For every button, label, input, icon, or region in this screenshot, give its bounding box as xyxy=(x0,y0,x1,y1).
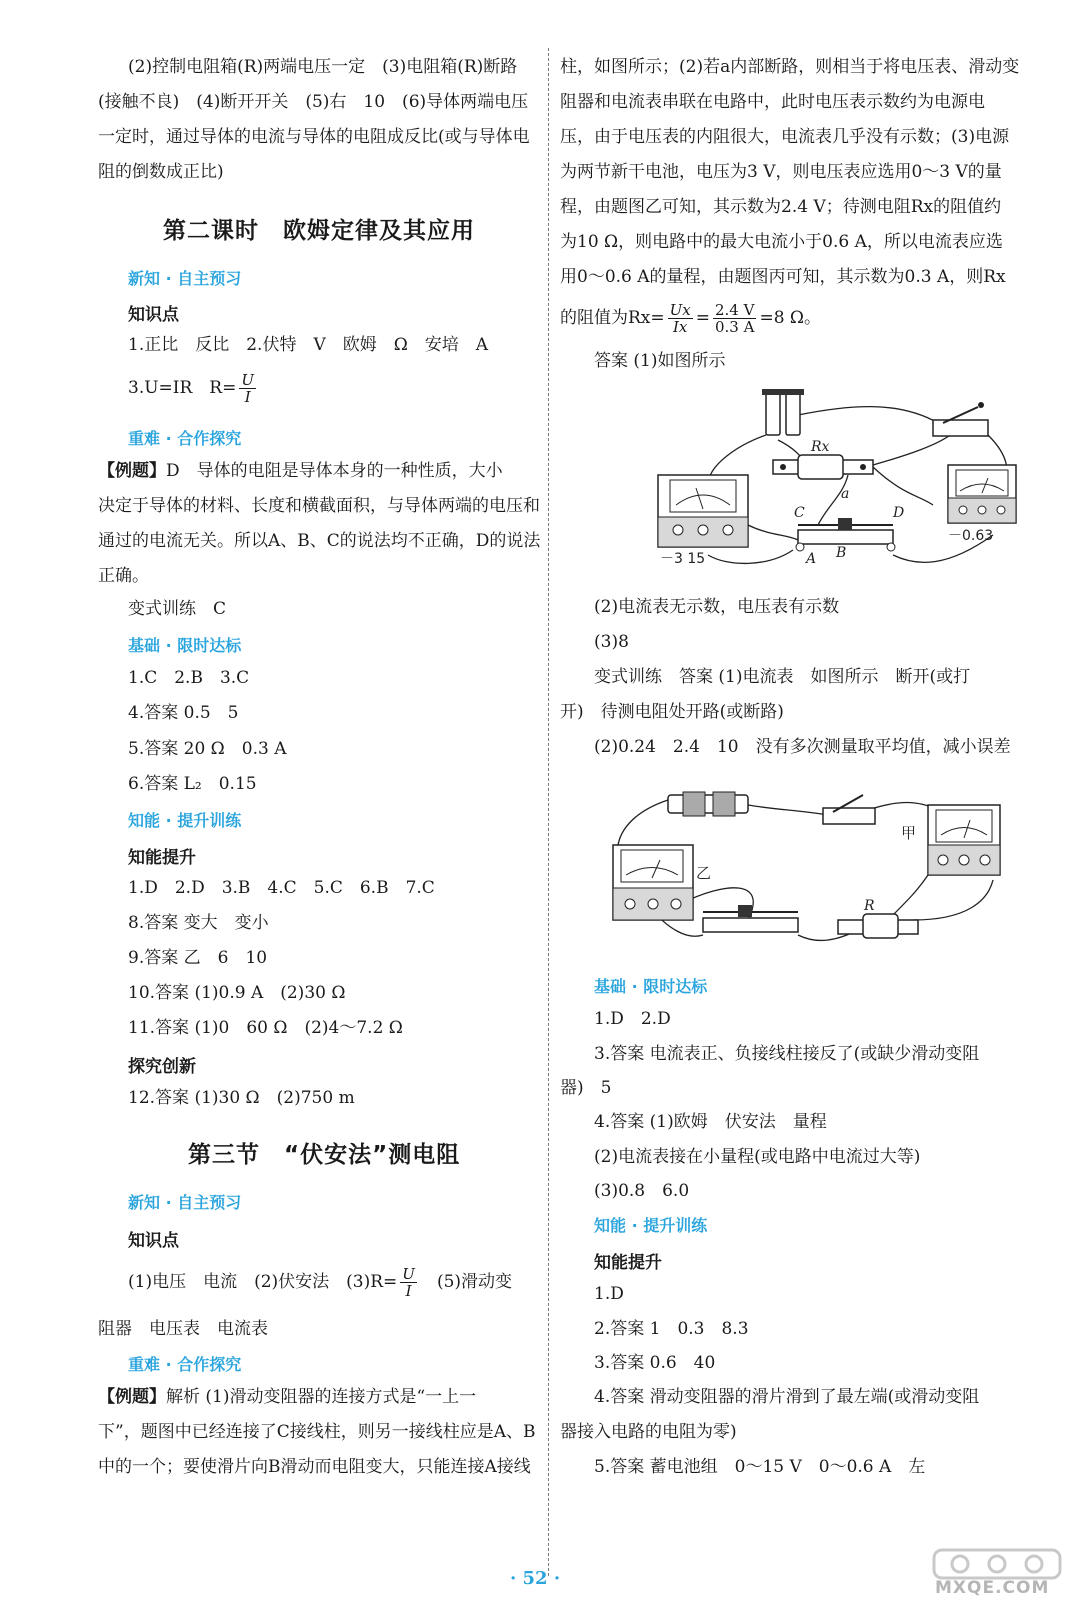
formula-line: 的阻值为Rx= $\frac{Ux}{Ix}$ = $\frac{2.4 V}{0.3 A}$ =8 Ω。 xyxy=(560,301,822,336)
battery-icon xyxy=(668,792,748,816)
text-line: 阻器和电流表串联在电路中，此时电压表示数约为电源电 xyxy=(560,92,985,112)
fraction-numerator: U xyxy=(402,1265,415,1283)
section-tag: 知能 · 提升训练 xyxy=(594,1216,708,1235)
ammeter-icon xyxy=(928,805,1000,875)
text-line: 正确。 xyxy=(98,566,149,586)
label-c: C xyxy=(794,505,805,521)
formula-prefix: 的阻值为Rx= xyxy=(560,308,665,328)
text-line: (2)0.24 2.4 10 没有多次测量取平均值，减小误差 xyxy=(594,737,1011,757)
section-tag: 新知 · 自主预习 xyxy=(128,1193,242,1212)
list-item: 8.答案 变大 变小 xyxy=(128,913,269,933)
circuit-diagram-1 xyxy=(648,385,1018,570)
fraction-numerator: U xyxy=(241,371,255,389)
example-label: 【例题】 xyxy=(98,1387,166,1407)
list-item: 器接入电路的电阻为零) xyxy=(560,1422,737,1442)
list-item: (3)0.8 6.0 xyxy=(594,1181,690,1201)
section-tag: 知能 · 提升训练 xyxy=(128,811,242,830)
section-tag: 基础 · 限时达标 xyxy=(594,977,708,996)
text-line: 阻器 电压表 电流表 xyxy=(98,1319,268,1339)
ammeter-icon xyxy=(948,465,1016,523)
list-item: 1.D xyxy=(594,1284,624,1304)
example-label: 【例题】 xyxy=(98,461,166,481)
voltmeter-icon xyxy=(658,475,748,547)
switch-icon xyxy=(933,402,988,436)
section-tag: 新知 · 自主预习 xyxy=(128,269,242,288)
fraction xyxy=(713,302,756,335)
list-item: (2)电流表接在小量程(或电路中电流过大等) xyxy=(594,1147,921,1167)
text-line: 柱，如图所示；(2)若a内部断路，则相当于将电压表、滑动变 xyxy=(560,57,1020,77)
switch-icon xyxy=(823,795,875,824)
answer-line: 答案 (1)如图所示 xyxy=(594,351,726,371)
label-ammeter-range: －0.63 xyxy=(948,528,994,544)
text-line: 一定时，通过导体的电流与导体的电阻成反比(或与导体电 xyxy=(98,127,530,147)
list-item: 4.答案 0.5 5 xyxy=(128,703,239,723)
rheostat-icon xyxy=(703,905,798,932)
page-number: · 52 · xyxy=(510,1568,561,1589)
sub-heading: 知能提升 xyxy=(128,848,196,868)
list-item: 2.答案 1 0.3 8.3 xyxy=(594,1319,749,1339)
fraction-denominator: I xyxy=(244,388,251,406)
text-line: 开) 待测电阻处开路(或断路) xyxy=(560,702,784,722)
sub-heading: 知识点 xyxy=(128,305,179,325)
section-title: 第三节 “伏安法”测电阻 xyxy=(188,1142,461,1168)
formula-result: =8 Ω。 xyxy=(759,308,822,328)
text-line: 1.正比 反比 2.伏特 V 欧姆 Ω 安培 A xyxy=(128,335,489,355)
formula-suffix: (5)滑动变 xyxy=(419,1272,513,1292)
label-a-terminal: A xyxy=(806,551,817,567)
list-item: 1.C 2.B 3.C xyxy=(128,668,250,688)
list-item: 1.D 2.D 3.B 4.C 5.C 6.B 7.C xyxy=(128,878,435,898)
voltmeter-icon xyxy=(613,845,693,920)
text-line: 为两节新干电池，电压为3 V，则电压表应选用0～3 V的量 xyxy=(560,162,1002,182)
section-tag: 重难 · 合作探究 xyxy=(128,429,242,448)
text-line: 压，由于电压表的内阻很大，电流表几乎没有示数；(3)电源 xyxy=(560,127,1010,147)
sub-heading: 知能提升 xyxy=(594,1253,662,1273)
list-item: 11.答案 (1)0 60 Ω (2)4～7.2 Ω xyxy=(128,1018,403,1038)
text-line: 决定于导体的材料、长度和横截面积，与导体两端的电压和 xyxy=(98,496,540,516)
list-item: 4.答案 (1)欧姆 伏安法 量程 xyxy=(594,1112,827,1132)
section-tag: 基础 · 限时达标 xyxy=(128,636,242,655)
text-line: 程，由题图乙可知，其示数为2.4 V；待测电阻Rx的阻值约 xyxy=(560,197,1002,217)
formula-line xyxy=(128,372,259,405)
formula-prefix: 3.U=IR R= xyxy=(128,378,237,398)
list-item: 1.D 2.D xyxy=(594,1009,671,1029)
list-item: 器) 5 xyxy=(560,1078,612,1098)
formula-prefix: (1)电压 电流 (2)伏安法 (3)R= xyxy=(128,1272,398,1292)
resistor-icon xyxy=(838,914,918,938)
label-d: D xyxy=(893,505,905,521)
list-item: 3.答案 电流表正、负接线柱接反了(或缺少滑动变阻 xyxy=(594,1044,980,1064)
fraction-denominator: 0.3 A xyxy=(715,318,755,336)
sub-heading: 知识点 xyxy=(128,1231,179,1251)
fraction xyxy=(400,1266,417,1299)
label-b: B xyxy=(836,545,847,561)
label-voltmeter-range: －3 15 xyxy=(660,551,706,567)
answer-line: (3)8 xyxy=(594,632,629,652)
example-first-line xyxy=(98,1386,476,1408)
text-line: 为10 Ω，则电路中的最大电流小于0.6 A，所以电流表应选 xyxy=(560,232,1003,252)
sub-heading: 探究创新 xyxy=(128,1057,196,1077)
label-rx: Rx xyxy=(811,439,830,455)
list-item: 5.答案 20 Ω 0.3 A xyxy=(128,739,287,759)
text-line: (接触不良) (4)断开开关 (5)右 10 (6)导体两端电压 xyxy=(98,92,529,112)
example-text: 解析 (1)滑动变阻器的连接方式是“一上一 xyxy=(166,1387,477,1407)
section-tag: 重难 · 合作探究 xyxy=(128,1355,242,1374)
list-item: 6.答案 L₂ 0.15 xyxy=(128,774,257,794)
battery-icon xyxy=(762,389,804,435)
text-line: 阻的倒数成正比) xyxy=(98,162,224,182)
label-a: a xyxy=(841,486,850,502)
list-item: 5.答案 蓄电池组 0～15 V 0～0.6 A 左 xyxy=(594,1457,926,1477)
list-item: 12.答案 (1)30 Ω (2)750 m xyxy=(128,1088,355,1108)
text-line: (2)控制电阻箱(R)两端电压一定 (3)电阻箱(R)断路 xyxy=(128,57,518,77)
formula-line xyxy=(128,1266,512,1299)
text-line: 通过的电流无关。所以A、B、C的说法均不正确，D的说法 xyxy=(98,531,541,551)
variant-line: 变式训练 答案 (1)电流表 如图所示 断开(或打 xyxy=(594,667,971,687)
example-text: D 导体的电阻是导体本身的一种性质，大小 xyxy=(166,461,503,481)
text-line: 用0～0.6 A的量程，由题图丙可知，其示数为0.3 A，则Rx xyxy=(560,267,1006,287)
label-jia: 甲 xyxy=(901,824,917,842)
fraction-denominator: I xyxy=(405,1282,412,1300)
fraction-numerator: 2.4 V xyxy=(715,301,755,319)
circuit-diagram-2 xyxy=(608,780,1008,950)
example-first-line xyxy=(98,460,503,482)
section-title: 第二课时 欧姆定律及其应用 xyxy=(163,218,475,244)
list-item: 4.答案 滑动变阻器的滑片滑到了最左端(或滑动变阻 xyxy=(594,1387,980,1407)
label-yi: 乙 xyxy=(696,864,712,882)
list-item: 9.答案 乙 6 10 xyxy=(128,948,268,968)
list-item: 10.答案 (1)0.9 A (2)30 Ω xyxy=(128,983,346,1003)
fraction-numerator: Ux xyxy=(669,301,691,319)
resistor-icon xyxy=(773,455,873,479)
watermark-text: MXQE.COM xyxy=(935,1578,1050,1598)
text-line: 下”，题图中已经连接了C接线柱，则另一接线柱应是A、B xyxy=(98,1422,536,1442)
label-r: R xyxy=(864,898,875,914)
text-line: 中的一个；要使滑片向B滑动而电阻变大，只能连接A接线 xyxy=(98,1457,531,1477)
fraction xyxy=(239,372,256,405)
fraction-denominator: Ix xyxy=(673,318,688,336)
list-item: 3.答案 0.6 40 xyxy=(594,1353,716,1373)
column-divider xyxy=(548,48,549,1576)
variant-line: 变式训练 C xyxy=(128,599,227,619)
answer-line: (2)电流表无示数，电压表有示数 xyxy=(594,597,840,617)
fraction xyxy=(668,302,693,335)
